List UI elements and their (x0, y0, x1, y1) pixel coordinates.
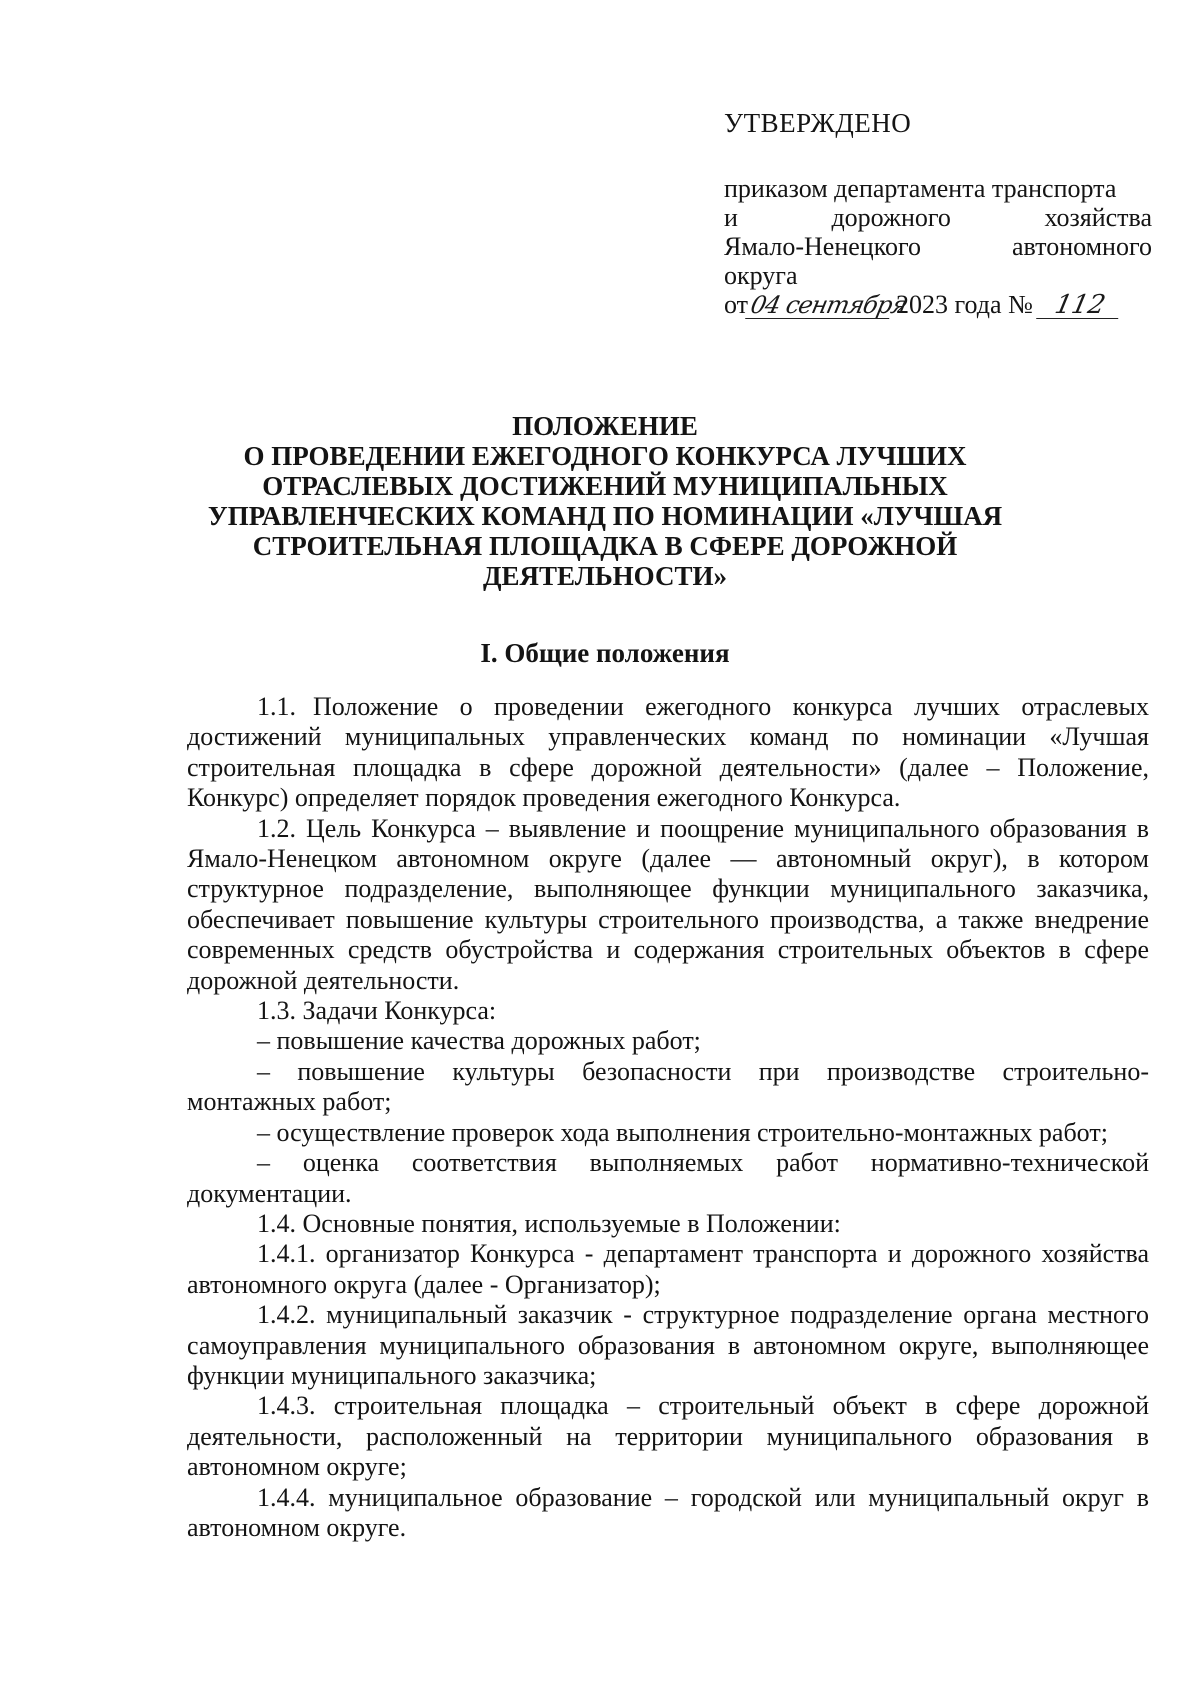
date-prefix: от (724, 290, 749, 319)
handwritten-date: 04 сентября (745, 292, 895, 319)
list-item: – оценка соответствия выполняемых работ нормативно-технической документации. (187, 1148, 1149, 1208)
paragraph-text: Положение о проведении ежегодного конкурса лучших отраслевых достижений муниципальных управленческих команд по номинации «Лучшая строительная площадка в сфере дорожной деятельности» (далее – Положение, Конкурс) определяет порядок проведения ежегодного Конкурса. (187, 692, 1149, 813)
paragraph-1-4-3: 1.4.3. строительная площадка – строительный объект в сфере дорожной деятельности, расположенный на территории муниципального образования в автономном округе; (187, 1391, 1149, 1482)
handwritten-order-number: 112 (1036, 292, 1124, 319)
title-line-2: О ПРОВЕДЕНИИ ЕЖЕГОДНОГО КОНКУРСА ЛУЧШИХ (243, 441, 967, 471)
document-body (187, 692, 1149, 1543)
paragraph-number: 1.1. (257, 692, 296, 721)
approval-line-1: приказом департамента транспорта (724, 174, 1117, 203)
approval-line-4: округа (724, 261, 798, 290)
title-line-3: ОТРАСЛЕВЫХ ДОСТИЖЕНИЙ МУНИЦИПАЛЬНЫХ (262, 471, 948, 501)
document-title (190, 411, 1020, 591)
paragraph-1-2: 1.2. Цель Конкурса – выявление и поощрение муниципального образования в Ямало-Ненецком автономном округе (далее — автономный округ), в котором структурное подразделение, выполняющее функции муниципального заказчика, обеспечивает повышение культуры строительного производства, а также внедрение современных средств обустройства и содержания строительных объектов в сфере дорожной деятельности. (187, 813, 1149, 995)
approval-line-3: Ямало-Ненецкого автономного (724, 232, 1152, 261)
title-line-4: УПРАВЛЕНЧЕСКИХ КОМАНД ПО НОМИНАЦИИ «ЛУЧШАЯ (207, 501, 1003, 531)
list-item: – осуществление проверок хода выполнения строительно-монтажных работ; (257, 1117, 1108, 1147)
date-year: 2023 года № (896, 290, 1033, 319)
approval-date-line (724, 290, 1152, 319)
list-item: – повышение культуры безопасности при производстве строительно-монтажных работ; (187, 1056, 1149, 1117)
paragraph-1-3: 1.3. Задачи Конкурса: (257, 996, 497, 1026)
title-line-5: СТРОИТЕЛЬНАЯ ПЛОЩАДКА В СФЕРЕ ДОРОЖНОЙ (252, 531, 958, 561)
paragraph-1-4-4: 1.4.4. муниципальное образование – городской или муниципальный округ в автономном округе. (187, 1482, 1149, 1542)
paragraph-1-4: 1.4. Основные понятия, используемые в Положении: (257, 1208, 841, 1238)
title-line-1: ПОЛОЖЕНИЕ (512, 411, 698, 441)
approval-heading: УТВЕРЖДЕНО (724, 108, 912, 138)
approval-block (724, 174, 1152, 319)
paragraph-1-1 (187, 692, 1149, 814)
title-line-6: ДЕЯТЕЛЬНОСТИ» (482, 561, 728, 591)
section-heading: I. Общие положения (480, 638, 730, 668)
approval-line-2: и дорожного хозяйства (724, 203, 1152, 232)
paragraph-1-4-2: 1.4.2. муниципальный заказчик - структурное подразделение органа местного самоуправления муниципального образования в автономном округе, выполняющее функции муниципального заказчика; (187, 1300, 1149, 1390)
list-item: – повышение качества дорожных работ; (257, 1026, 701, 1056)
paragraph-1-4-1: 1.4.1. организатор Конкурса - департамент транспорта и дорожного хозяйства автономного округа (далее - Организатор); (187, 1239, 1149, 1299)
